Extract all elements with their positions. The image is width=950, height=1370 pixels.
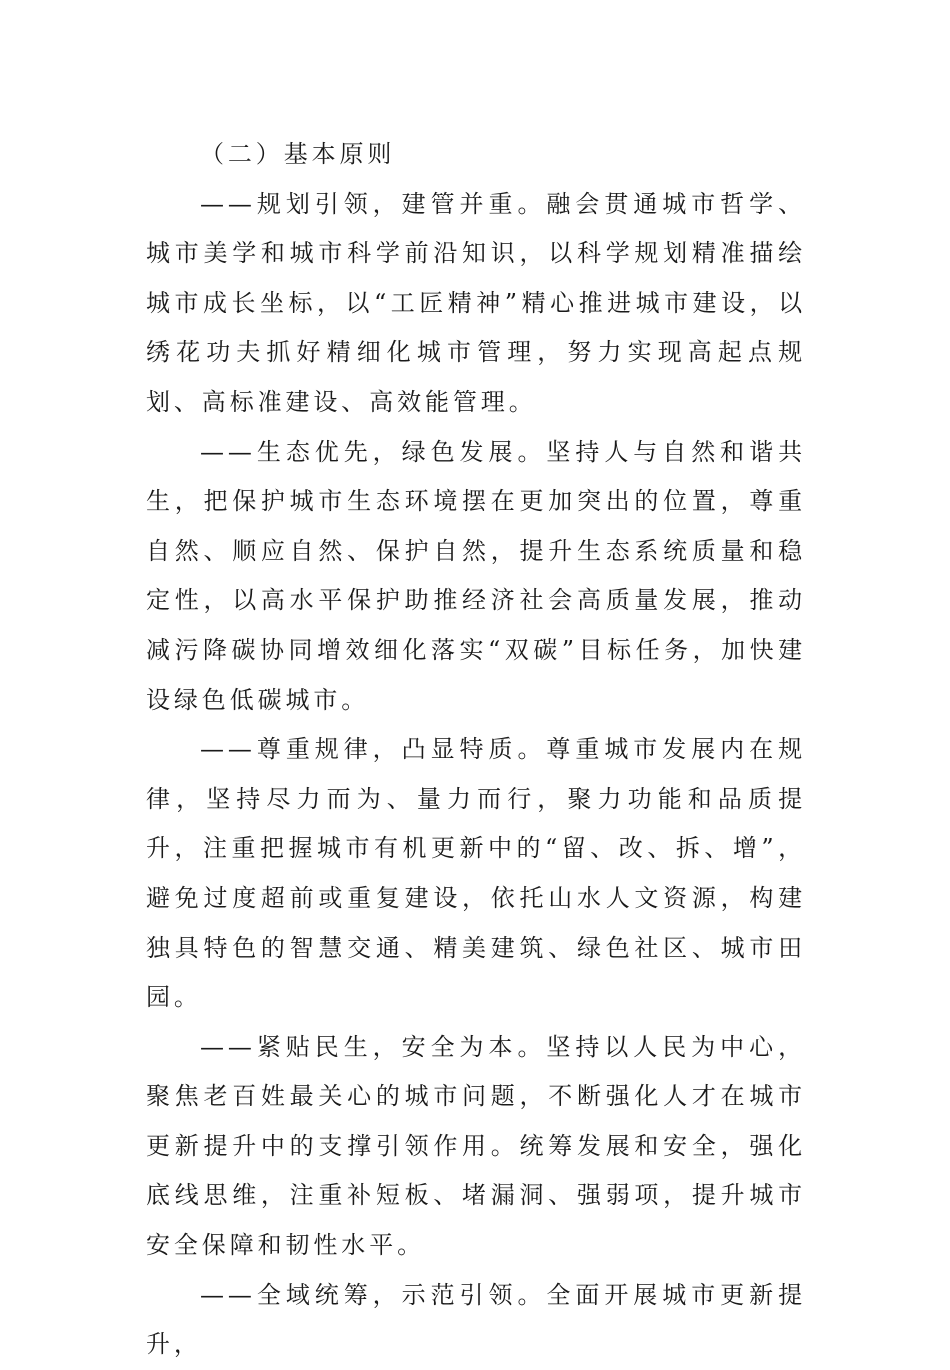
- principle-paragraph-1: ——规划引领，建管并重。融会贯通城市哲学、城市美学和城市科学前沿知识，以科学规划精准描绘城市成长坐标，以“工匠精神”精心推进城市建设，以绣花功夫抓好精细化城市管理，努力实现高起点规划、高标准建设、高效能管理。: [146, 189, 806, 416]
- principle-paragraph-4: ——紧贴民生，安全为本。坚持以人民为中心，聚焦老百姓最关心的城市问题，不断强化人才在城市更新提升中的支撑引领作用。统筹发展和安全，强化底线思维，注重补短板、堵漏洞、强弱项，提升城市安全保障和韧性水平。: [146, 1032, 806, 1260]
- principle-paragraph-5: ——全域统筹，示范引领。全面开展城市更新提升，: [146, 1280, 806, 1359]
- document-body: [146, 130, 806, 1370]
- principle-paragraph-2: ——生态优先，绿色发展。坚持人与自然和谐共生，把保护城市生态环境摆在更加突出的位置，尊重自然、顺应自然、保护自然，提升生态系统质量和稳定性，以高水平保护助推经济社会高质量发展，推动减污降碳协同增效细化落实“双碳”目标任务，加快建设绿色低碳城市。: [146, 437, 806, 714]
- section-heading: （二）基本原则: [200, 140, 396, 168]
- principle-paragraph-3: ——尊重规律，凸显特质。尊重城市发展内在规律，坚持尽力而为、量力而行，聚力功能和品质提升，注重把握城市有机更新中的“留、改、拆、增”，避免过度超前或重复建设，依托山水人文资源，构建独具特色的智慧交通、精美建筑、绿色社区、城市田园。: [146, 735, 806, 1012]
